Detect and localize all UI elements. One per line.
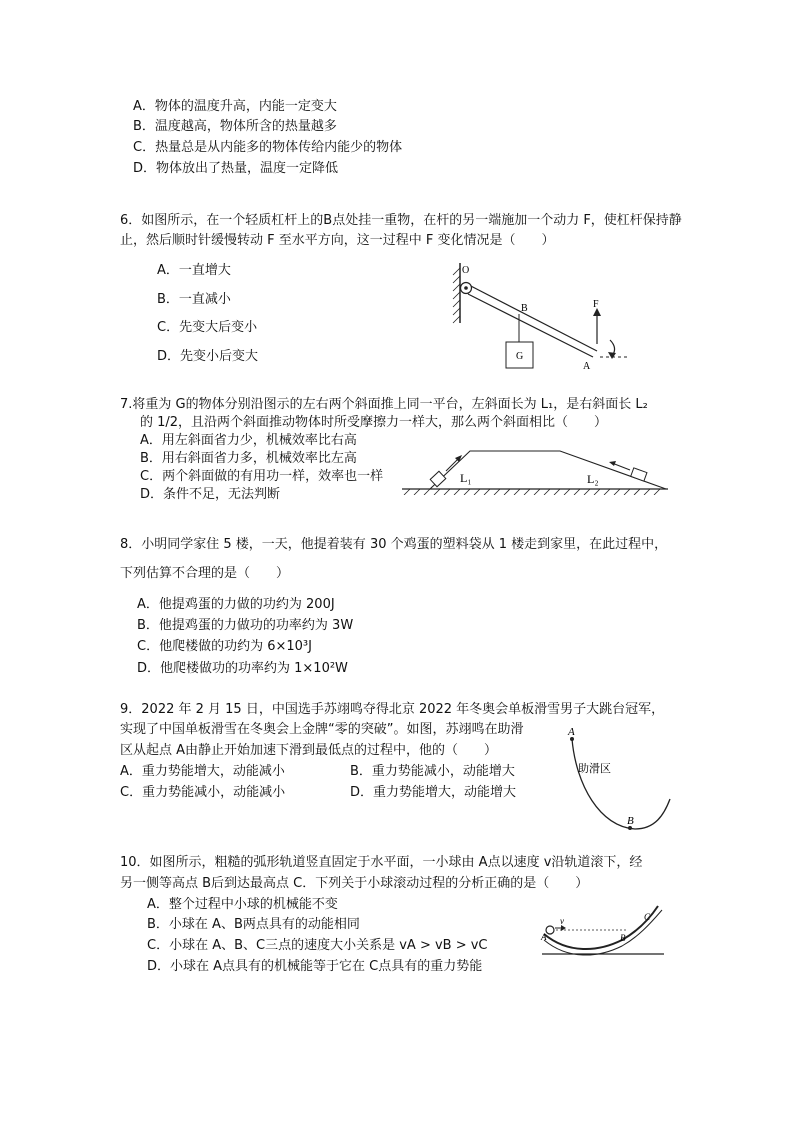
slope-label-a: A [568,726,575,738]
q7-stem-line1: 7.将重为 G的物体分别沿图示的左右两个斜面推上同一平台，左斜面长为 L₁，是右斜面长 L₂ [120,397,648,412]
q10-option-b: B．小球在 A、B两点具有的动能相同 [147,917,360,932]
q7-option-a: A．用左斜面省力少，机械效率比右高 [140,433,357,448]
q8-option-d: D．他爬楼做功的功率约为 1×10²W [137,661,348,676]
lever-label-g: G [516,351,524,362]
q7-option-c: C．两个斜面做的有用功一样，效率也一样 [140,469,384,484]
track-label-b: B [620,933,626,943]
lever-diagram [440,258,640,373]
incline-label-l1: L₁ [460,471,472,485]
q10-stem-line2: 另一侧等高点 B后到达最高点 C．下列关于小球滚动过程的分析正确的是（ ） [120,876,589,891]
q7-stem-line2: 的 1/2，且沿两个斜面推动物体时所受摩擦力一样大，那么两个斜面相比（ ） [140,415,608,430]
inclined-planes-diagram [400,443,670,495]
q6-option-d: D．先变小后变大 [157,349,259,364]
q6-stem-line1: 6．如图所示，在一个轻质杠杆上的B点处挂一重物，在杆的另一端施加一个动力 F，使杠杆保持静 [120,213,682,228]
q5-option-d: D．物体放出了热量，温度一定降低 [133,161,339,176]
track-label-v: v [560,916,564,926]
q6-option-c: C．先变大后变小 [157,320,258,335]
q9-option-b: B．重力势能减小，动能增大 [350,764,515,779]
curved-track-diagram [538,900,668,960]
q8-option-c: C．他爬楼做的功约为 6×10³J [137,639,312,654]
q8-stem-line1: 8．小明同学家住 5 楼，一天，他提着装有 30 个鸡蛋的塑料袋从 1 楼走到家里，在此过程中， [120,537,668,552]
lever-label-f: F [593,299,599,310]
q8-option-b: B．他提鸡蛋的力做功的功率约为 3W [137,618,354,633]
ski-slope-diagram [560,725,675,833]
q10-option-d: D．小球在 A点具有的机械能等于它在 C点具有的重力势能 [147,959,483,974]
track-label-c: C [644,912,651,922]
track-label-a: A [541,932,547,942]
q5-option-a: A．物体的温度升高，内能一定变大 [133,99,337,114]
q6-option-b: B．一直减小 [157,292,231,307]
q8-stem-line2: 下列估算不合理的是（ ） [120,566,290,581]
lever-label-o: O [462,265,470,276]
q7-option-d: D．条件不足，无法判断 [140,487,281,502]
incline-label-l2: L₂ [587,472,599,486]
q9-option-c: C．重力势能减小，动能减小 [120,785,286,800]
q6-option-a: A．一直增大 [157,263,231,278]
q9-stem-line2: 实现了中国单板滑雪在冬奥会上金牌“零的突破”。如图，苏翊鸣在助滑 [120,722,524,737]
q7-option-b: B．用右斜面省力多，机械效率比左高 [140,451,357,466]
q8-option-a: A．他提鸡蛋的力做的功约为 200J [137,597,335,612]
q5-option-c: C．热量总是从内能多的物体传给内能少的物体 [133,140,403,155]
lever-label-b: B [521,303,528,314]
q5-option-b: B．温度越高，物体所含的热量越多 [133,119,337,134]
q9-option-d: D．重力势能增大，动能增大 [350,785,517,800]
q10-option-c: C．小球在 A、B、C三点的速度大小关系是 vA > vB > vC [147,938,488,953]
q6-stem-line2: 止，然后顺时针缓慢转动 F 至水平方向，这一过程中 F 变化情况是（ ） [120,233,555,248]
lever-label-a: A [583,361,591,372]
q10-stem-line1: 10．如图所示，粗糙的弧形轨道竖直固定于水平面，一小球由 A点以速度 v沿轨道滚下，经 [120,855,643,870]
q9-option-a: A．重力势能增大，动能减小 [120,764,285,779]
q10-option-a: A．整个过程中小球的机械能不变 [147,897,338,912]
q9-stem-line3: 区从起点 A由静止开始加速下滑到最低点的过程中，他的（ ） [120,743,498,758]
slope-label-b: B [627,815,634,827]
slope-label-zone: 助滑区 [578,763,611,775]
q9-stem-line1: 9．2022 年 2 月 15 日，中国选手苏翊鸣夺得北京 2022 年冬奥会单板滑雪男子大跳台冠军， [120,702,665,717]
